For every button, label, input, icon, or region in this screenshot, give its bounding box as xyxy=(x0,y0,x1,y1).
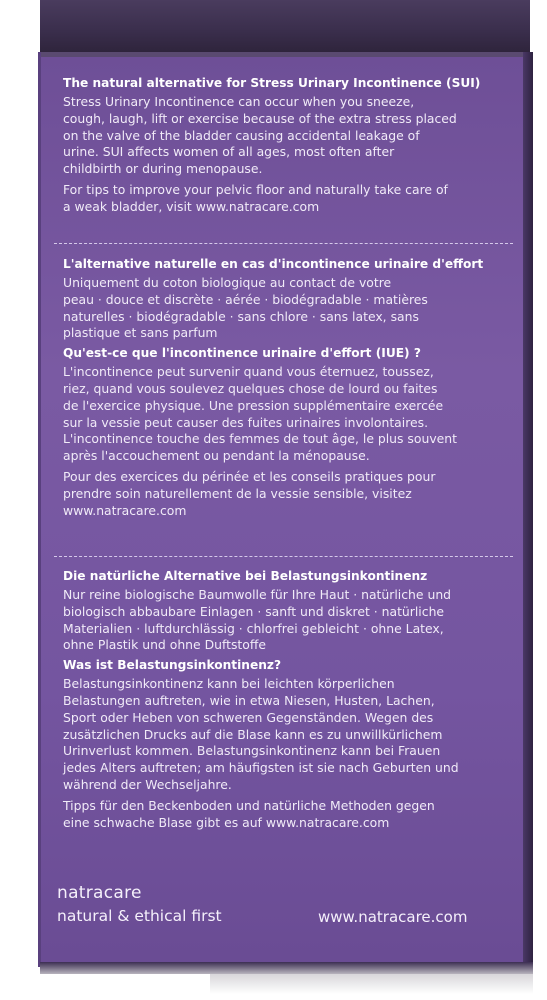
section-french-tips xyxy=(63,469,513,519)
brand-logo-text: natracare xyxy=(57,883,142,903)
text-line: prendre soin naturellement de la vessie sensible, visitez xyxy=(63,485,412,501)
section-english-title: The natural alternative for Stress Urinary Incontinence (SUI) xyxy=(63,76,481,90)
section-german-body xyxy=(63,676,513,794)
text-line: Uniquement du coton biologique au contact de votre xyxy=(63,275,392,290)
text-line: www.natracare.com xyxy=(63,502,187,518)
text-line: Sport oder Heben von schweren Gegenständen. Wegen des xyxy=(63,709,434,725)
section-german-features xyxy=(63,587,513,654)
section-english xyxy=(63,75,513,216)
text-line: ohne Plastik und ohne Duftstoffe xyxy=(63,637,267,653)
text-line: For tips to improve your pelvic floor and naturally take care of xyxy=(63,181,448,197)
section-english-body xyxy=(63,94,513,178)
section-divider xyxy=(54,243,513,244)
section-divider xyxy=(54,556,513,557)
text-line: Belastungsinkontinenz kann bei leichten körperlichen xyxy=(63,676,395,692)
text-line: Tipps für den Beckenboden und natürliche Methoden gegen xyxy=(63,797,435,813)
text-line: sur la vessie peut causer des fuites urinaires involontaires. xyxy=(63,414,429,430)
text-line: Nur reine biologische Baumwolle für Ihre Haut · natürliche und xyxy=(63,587,452,602)
text-line: L'incontinence touche des femmes de tout âge, le plus souvent xyxy=(63,431,457,447)
website-url: www.natracare.com xyxy=(318,908,468,926)
text-line: de l'exercice physique. Une pression supplémentaire exercée xyxy=(63,397,444,413)
text-line: childbirth or during menopause. xyxy=(63,161,263,177)
text-line: a weak bladder, visit www.natracare.com xyxy=(63,198,320,214)
text-line: Pour des exercices du périnée et les conseils pratiques pour xyxy=(63,468,436,484)
section-english-tips xyxy=(63,182,513,216)
section-french xyxy=(63,256,513,519)
section-french-body xyxy=(63,364,513,465)
text-line: naturelles · biodégradable · sans chlore · sans latex, sans xyxy=(63,308,419,324)
section-german xyxy=(63,568,513,831)
text-line: on the valve of the bladder causing accidental leakage of xyxy=(63,127,420,143)
box-top-flap xyxy=(40,0,530,57)
box-bottom-edge xyxy=(40,962,533,974)
brand-tagline: natural & ethical first xyxy=(57,907,222,925)
text-line: après l'accouchement ou pendant la ménopause. xyxy=(63,448,370,464)
section-german-subtitle: Was ist Belastungsinkontinenz? xyxy=(63,658,282,673)
section-french-features xyxy=(63,275,513,342)
section-german-title: Die natürliche Alternative bei Belastungsinkontinenz xyxy=(63,569,428,583)
text-line: Materialien · luftdurchlässig · chlorfrei gebleicht · ohne Latex, xyxy=(63,620,444,636)
text-line: urine. SUI affects women of all ages, most often after xyxy=(63,144,395,160)
text-line: plastique et sans parfum xyxy=(63,325,218,341)
text-line: jedes Alters auftreten; am häufigsten ist sie nach Geburten und xyxy=(63,760,459,776)
text-line: biologisch abbaubare Einlagen · sanft und diskret · natürliche xyxy=(63,603,445,619)
section-german-tips xyxy=(63,798,513,832)
text-line: während der Wechseljahre. xyxy=(63,776,232,792)
text-line: riez, quand vous soulevez quelques chose de lourd ou faites xyxy=(63,380,438,396)
box-shadow xyxy=(210,974,533,994)
text-line: L'incontinence peut survenir quand vous éternuez, toussez, xyxy=(63,364,434,380)
text-line: zusätzlichen Drucks auf die Blase kann es zu unwillkürlichem xyxy=(63,726,443,742)
text-line: Urinverlust kommen. Belastungsinkontinenz kann bei Frauen xyxy=(63,743,441,759)
section-french-title: L'alternative naturelle en cas d'incontinence urinaire d'effort xyxy=(63,257,484,271)
box-right-edge xyxy=(523,52,533,967)
text-line: Belastungen auftreten, wie in etwa Niesen, Husten, Lachen, xyxy=(63,692,435,708)
brand-block xyxy=(57,883,222,927)
text-line: Stress Urinary Incontinence can occur when you sneeze, xyxy=(63,94,415,109)
text-line: eine schwache Blase gibt es auf www.natracare.com xyxy=(63,814,390,830)
box-left-edge xyxy=(38,52,41,967)
text-line: peau · douce et discrète · aérée · biodégradable · matières xyxy=(63,291,428,307)
section-french-subtitle: Qu'est-ce que l'incontinence urinaire d'effort (IUE) ? xyxy=(63,346,421,361)
text-line: cough, laugh, lift or exercise because of the extra stress placed xyxy=(63,110,457,126)
